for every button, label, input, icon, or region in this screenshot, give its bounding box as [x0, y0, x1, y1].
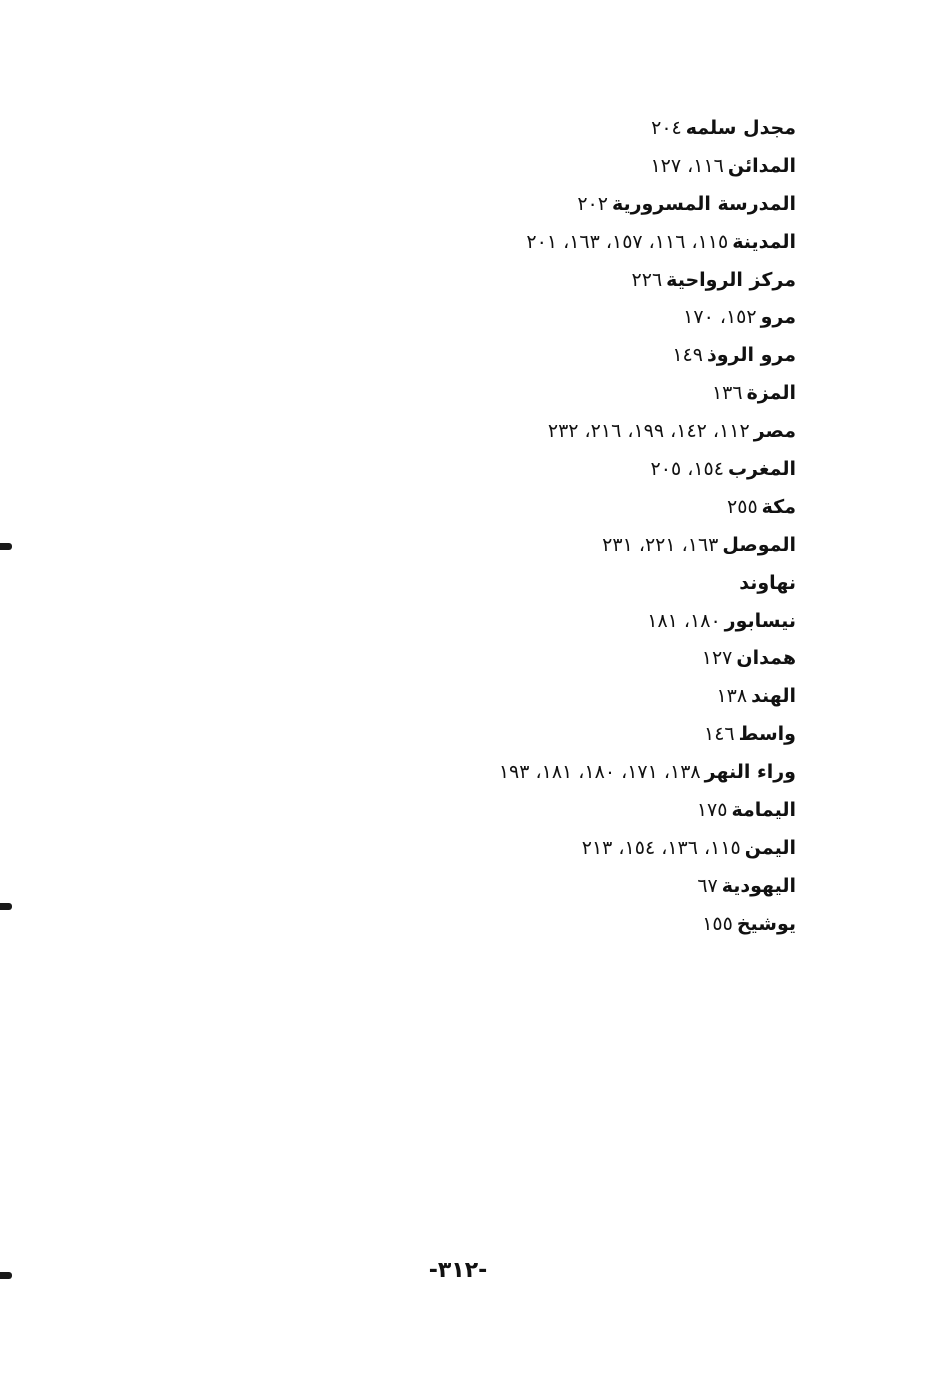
index-entry — [296, 527, 796, 565]
page-references: ١٥٥ — [702, 912, 733, 935]
index-entry — [296, 299, 796, 337]
page-references: ١٢٧ — [701, 647, 733, 670]
page-references: ٢٠٢ — [577, 192, 608, 215]
index-entry — [296, 451, 796, 489]
page-references: ٢٥٥ — [727, 495, 758, 518]
index-entry — [296, 868, 796, 906]
place-name: الموصل — [722, 533, 796, 556]
page-references: ٢٢٦ — [631, 268, 663, 291]
index-entry — [296, 830, 796, 868]
place-name: مرو الروذ — [706, 344, 796, 367]
index-entry — [296, 262, 796, 300]
page-references: ١٤٦ — [704, 723, 735, 746]
index-entry — [296, 186, 796, 224]
place-name: المدينة — [732, 230, 796, 253]
place-name: واسط — [738, 723, 796, 746]
index-entry — [296, 640, 796, 678]
place-name: المدرسة المسرورية — [611, 192, 796, 215]
place-name: نهاوند — [739, 571, 796, 594]
place-name: اليهودية — [721, 874, 796, 897]
index-entry — [296, 413, 796, 451]
page-references: ١٣٨، ١٧١، ١٨٠، ١٨١، ١٩٣ — [498, 761, 701, 784]
place-name: يوشيخ — [736, 912, 796, 935]
index-entry — [296, 716, 796, 754]
index-entry — [296, 224, 796, 262]
place-name: مركز الرواحية — [666, 268, 796, 291]
place-name: مرو — [760, 306, 796, 329]
index-entry — [296, 678, 796, 716]
page-references: ١٦٣، ٢٢١، ٢٣١ — [602, 533, 719, 556]
place-name: مكة — [761, 495, 796, 518]
index-entry — [296, 110, 796, 148]
place-name: المغرب — [727, 458, 796, 481]
index-entry — [296, 148, 796, 186]
place-name: الهند — [751, 685, 796, 708]
place-index-list — [296, 110, 796, 944]
index-entry — [296, 337, 796, 375]
index-entry — [296, 792, 796, 830]
index-entry — [296, 375, 796, 413]
place-name: نيسابور — [724, 609, 796, 632]
place-name: همدان — [736, 647, 796, 670]
scan-edge-mark — [0, 903, 12, 910]
page-references: ١٨٠، ١٨١ — [647, 609, 721, 632]
place-name: المزة — [746, 382, 796, 405]
page-references: ١١٢، ١٤٢، ١٩٩، ٢١٦، ٢٣٢ — [547, 420, 750, 443]
page-references: ١٧٥ — [696, 799, 728, 822]
index-entry — [296, 489, 796, 527]
index-entry — [296, 565, 796, 603]
index-entry — [296, 754, 796, 792]
page-references: ١١٥، ١٣٦، ١٥٤، ٢١٣ — [581, 836, 741, 859]
page-references: ١٥٢، ١٧٠ — [683, 306, 757, 329]
place-name: مجدل سلمه — [685, 117, 796, 139]
place-name: اليمن — [744, 836, 796, 859]
scan-edge-mark — [0, 1272, 12, 1279]
page-number: -٣١٢- — [428, 1258, 488, 1283]
page-references: ١٤٩ — [672, 344, 703, 367]
page-references: ١١٦، ١٢٧ — [650, 154, 724, 177]
index-entry — [296, 603, 796, 641]
page-references: ١٣٨ — [716, 685, 748, 708]
page-references: ٦٧ — [697, 874, 718, 897]
page-references: ١١٥، ١١٦، ١٥٧، ١٦٣، ٢٠١ — [526, 230, 729, 253]
index-entry — [296, 906, 796, 944]
page-references: ١٥٤، ٢٠٥ — [650, 458, 724, 481]
place-name: مصر — [753, 420, 796, 443]
page-references: ١٣٦ — [711, 382, 743, 405]
place-name: وراء النهر — [704, 761, 796, 784]
page-references: ٢٠٤ — [651, 117, 682, 139]
place-name: اليمامة — [731, 799, 796, 822]
scan-edge-mark — [0, 543, 12, 550]
place-name: المدائن — [727, 154, 796, 177]
